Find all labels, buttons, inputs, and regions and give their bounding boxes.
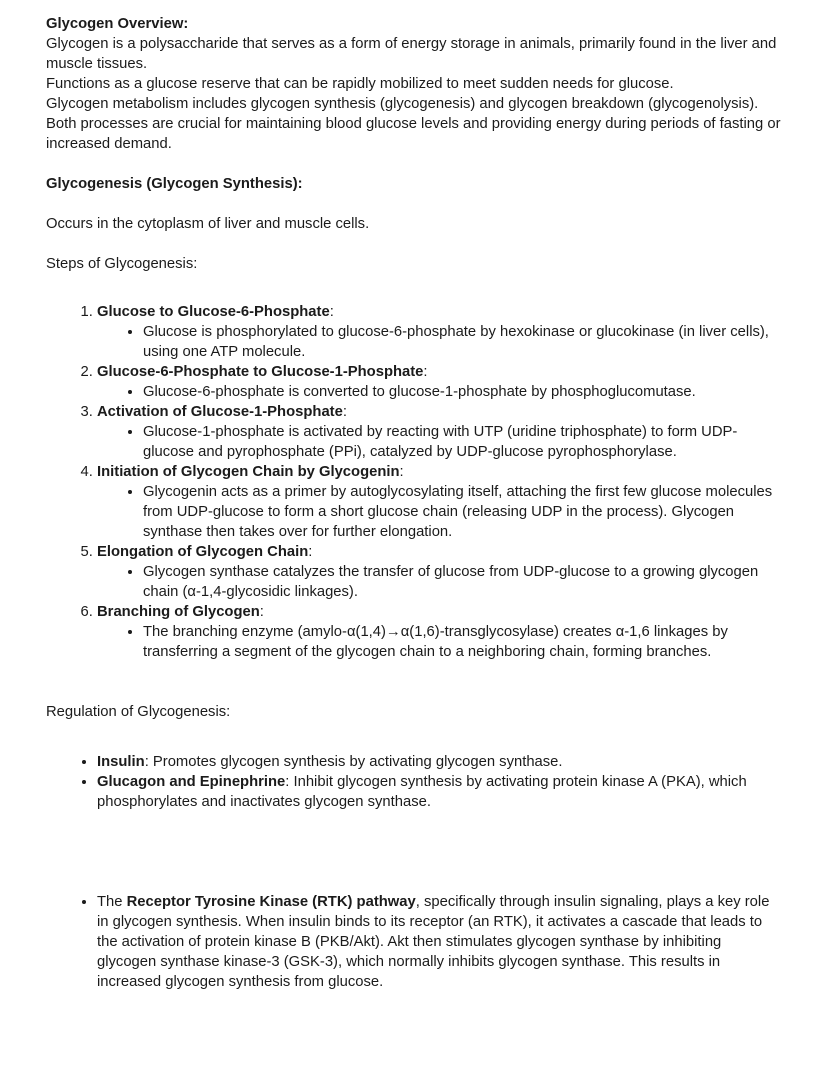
blank-line bbox=[46, 832, 782, 852]
rtk-item-text: , specifically through insulin signaling, plays a key role in glycogen synthesis. When insulin binds to its receptor (an RTK), it activates a cascade that leads to the activation of protein kinase B (PKB/Akt). Akt then stimulates glycogen synthase by inhibiting glycogen synthase kinase-3 (GSK-3), which normally inhibits glycogen synthase. This results in increased glycogen synthesis from glucose. bbox=[97, 894, 770, 990]
step-5-colon: : bbox=[308, 544, 313, 560]
regulation-item-glucagon bbox=[97, 772, 782, 812]
step-1-detail-list bbox=[97, 322, 782, 362]
regulation-item-insulin-lead: Insulin bbox=[97, 754, 145, 770]
step-5-detail-list bbox=[97, 562, 782, 602]
step-3-detail-list bbox=[97, 422, 782, 462]
step-3-detail: • Glucose-1-phosphate is activated by reacting with UTP (uridine triphosphate) to form UDP-glucose and pyrophosphate (PPi), catalyzed by UDP-glucose pyrophosphorylase. bbox=[143, 422, 782, 462]
step-item-4 bbox=[97, 462, 782, 542]
step-item-2 bbox=[97, 362, 782, 402]
blank-line bbox=[46, 852, 782, 872]
blank-line bbox=[46, 662, 782, 682]
step-6-detail: • The branching enzyme (amylo-α(1,4)→α(1,6)-transglycosylase) creates α-1,6 linkages by transferring a segment of the glycogen chain to a neighboring chain, forming branches. bbox=[143, 622, 782, 662]
overview-heading bbox=[46, 14, 782, 34]
step-2-detail-list bbox=[97, 382, 782, 402]
glycogenesis-steps-list bbox=[46, 302, 782, 662]
overview-paragraph-1: Glycogen is a polysaccharide that serves as a form of energy storage in animals, primarily found in the liver and muscle tissues. bbox=[46, 36, 777, 72]
step-item-1 bbox=[97, 302, 782, 362]
step-5-detail: • Glycogen synthase catalyzes the transfer of glucose from UDP-glucose to a growing glycogen chain (α-1,4-glycosidic linkages). bbox=[143, 562, 782, 602]
step-6-colon: : bbox=[259, 604, 264, 620]
blank-line bbox=[46, 682, 782, 702]
regulation-item-glucagon-lead: Glucagon and Epinephrine bbox=[97, 774, 286, 790]
step-4-detail: • Glycogenin acts as a primer by autoglycosylating itself, attaching the first few glucose molecules from UDP-glucose to form a short glucose chain (releasing UDP in the process). Glycogen synthase then takes over for further elongation. bbox=[143, 482, 782, 542]
glycogenesis-intro: Occurs in the cytoplasm of liver and muscle cells. bbox=[46, 216, 370, 232]
steps-label: Steps of Glycogenesis: bbox=[46, 256, 198, 272]
step-6-detail-list bbox=[97, 622, 782, 662]
step-item-3 bbox=[97, 402, 782, 462]
glycogenesis-heading-text: Glycogenesis (Glycogen Synthesis): bbox=[46, 176, 303, 192]
overview-heading-text: Glycogen Overview: bbox=[46, 16, 189, 32]
regulation-item-insulin-text: : Promotes glycogen synthesis by activating glycogen synthase. bbox=[144, 754, 563, 770]
step-2-title: Glucose-6-Phosphate to Glucose-1-Phosphate bbox=[97, 364, 424, 380]
step-2-detail: • Glucose-6-phosphate is converted to glucose-1-phosphate by phosphoglucomutase. bbox=[143, 382, 782, 402]
rtk-item-pre: The bbox=[97, 894, 127, 910]
step-4-title: Initiation of Glycogen Chain by Glycogenin bbox=[97, 464, 400, 480]
step-2-colon: : bbox=[423, 364, 428, 380]
step-1-title: Glucose to Glucose-6-Phosphate bbox=[97, 304, 330, 320]
step-4-detail-list bbox=[97, 482, 782, 542]
overview-paragraph-2: Functions as a glucose reserve that can be rapidly mobilized to meet sudden needs for glucose. bbox=[46, 76, 674, 92]
regulation-heading: Regulation of Glycogenesis: bbox=[46, 704, 231, 720]
step-3-title: Activation of Glucose-1-Phosphate bbox=[97, 404, 343, 420]
regulation-item-insulin bbox=[97, 752, 782, 772]
overview-paragraph-3: Glycogen metabolism includes glycogen synthesis (glycogenesis) and glycogen breakdown (glycogenolysis). Both processes are crucial for maintaining blood glucose levels and providing energy during periods of fasting or increased demand. bbox=[46, 96, 781, 152]
rtk-item-bold: Receptor Tyrosine Kinase (RTK) pathway bbox=[126, 894, 416, 910]
step-6-title: Branching of Glycogen bbox=[97, 604, 260, 620]
step-3-colon: : bbox=[342, 404, 347, 420]
step-1-detail: • Glucose is phosphorylated to glucose-6-phosphate by hexokinase or glucokinase (in liver cells), using one ATP molecule. bbox=[143, 322, 782, 362]
blank-line bbox=[46, 154, 782, 174]
step-5-title: Elongation of Glycogen Chain bbox=[97, 544, 309, 560]
blank-line bbox=[46, 194, 782, 214]
step-item-6 bbox=[97, 602, 782, 662]
regulation-list bbox=[46, 752, 782, 812]
rtk-item bbox=[97, 892, 782, 992]
blank-line bbox=[46, 872, 782, 892]
blank-line bbox=[46, 234, 782, 254]
step-4-colon: : bbox=[399, 464, 404, 480]
glycogenesis-heading bbox=[46, 174, 782, 194]
step-item-5 bbox=[97, 542, 782, 602]
rtk-list bbox=[46, 892, 782, 992]
blank-line bbox=[46, 812, 782, 832]
step-1-colon: : bbox=[329, 304, 334, 320]
regulation-item-glucagon-text: : Inhibit glycogen synthesis by activating protein kinase A (PKA), which phosphorylates and inactivates glycogen synthase. bbox=[97, 774, 747, 810]
